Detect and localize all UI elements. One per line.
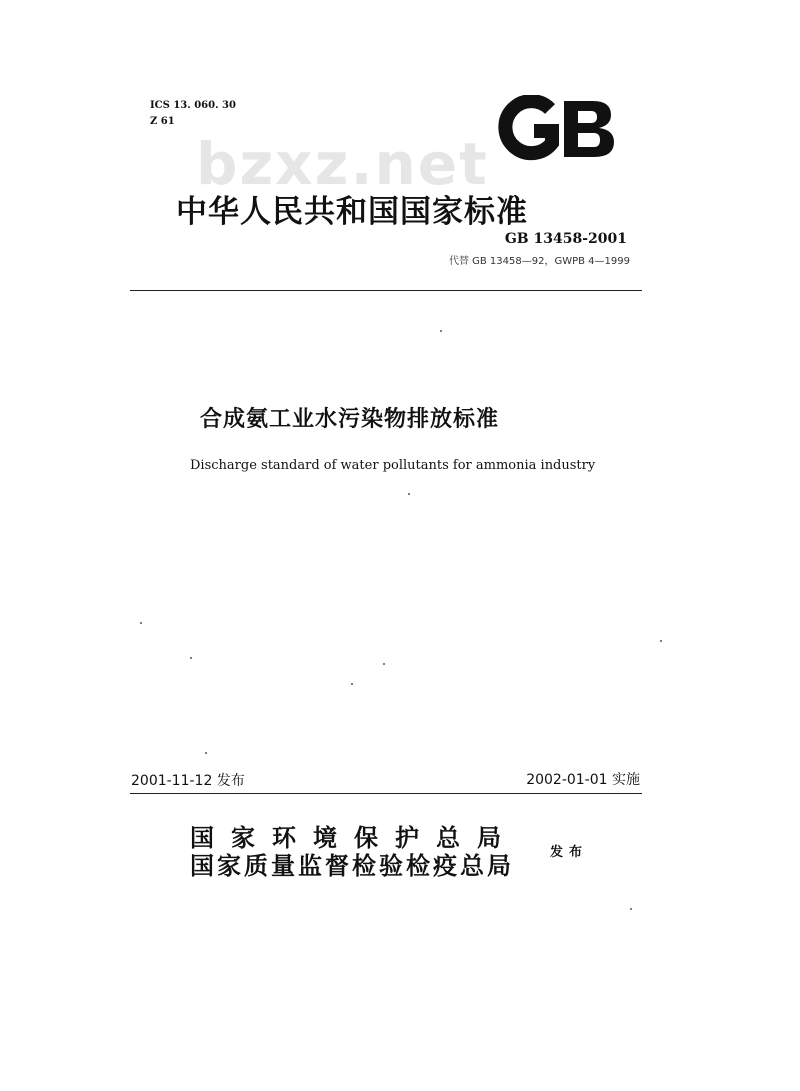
issue-label: 发布 bbox=[550, 845, 589, 860]
category-code: Z 61 bbox=[150, 116, 175, 127]
publish-date: 2001-11-12 发布 bbox=[131, 773, 245, 789]
footer-divider bbox=[130, 793, 642, 794]
scan-speck bbox=[351, 683, 353, 685]
scan-speck bbox=[205, 752, 207, 754]
implement-date: 2002-01-01 实施 bbox=[526, 772, 640, 788]
scan-speck bbox=[660, 640, 662, 642]
issuer-line-2: 国家质量监督检验检疫总局 bbox=[190, 851, 514, 880]
scan-speck bbox=[408, 493, 410, 495]
scan-speck bbox=[140, 622, 142, 624]
replaces-note: 代替 GB 13458—92，GWPB 4—1999 bbox=[448, 256, 630, 267]
watermark: bzxz.net bbox=[196, 130, 489, 198]
gb-logo bbox=[498, 95, 622, 163]
header-divider bbox=[130, 290, 642, 291]
english-title: Discharge standard of water pollutants for ammonia industry bbox=[190, 458, 596, 473]
scan-speck bbox=[190, 657, 192, 659]
national-standard-title: 中华人民共和国国家标准 bbox=[176, 194, 528, 230]
scan-speck bbox=[383, 663, 385, 665]
scan-speck bbox=[440, 330, 442, 332]
scan-speck bbox=[630, 908, 632, 910]
chinese-title: 合成氨工业水污染物排放标准 bbox=[200, 407, 500, 432]
ics-code: ICS 13. 060. 30 bbox=[150, 100, 236, 111]
issuer-line-1: 国家环境保护总局 bbox=[190, 823, 518, 852]
classification-codes bbox=[150, 98, 236, 130]
standard-number: GB 13458-2001 bbox=[504, 231, 627, 247]
